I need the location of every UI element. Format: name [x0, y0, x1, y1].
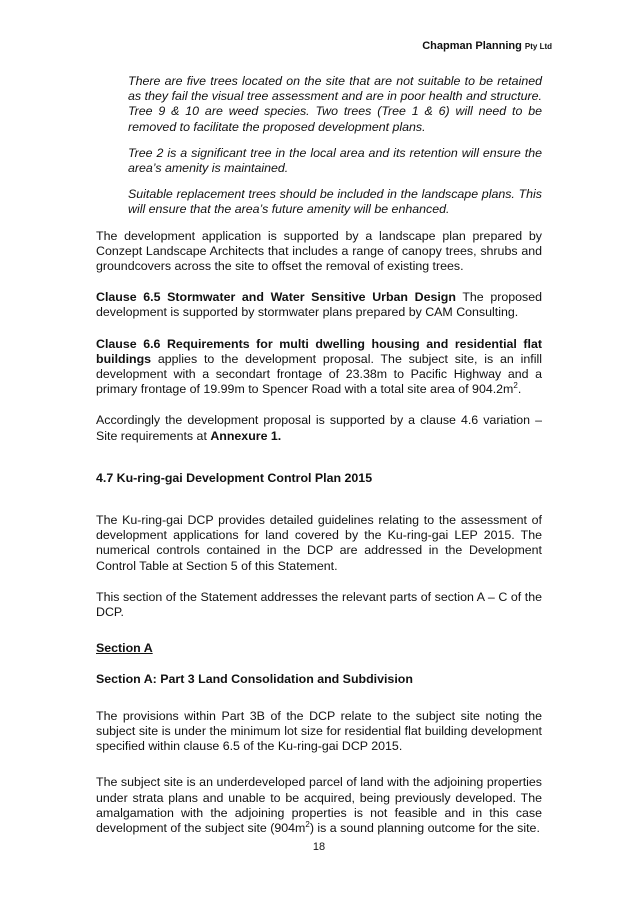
paragraph-landscape: The development application is supported by a landscape plan prepared by Conzept Landscape Architects that includes a range of canopy trees, shrubs and groundcovers across the site to offset the removal of existing trees.	[96, 228, 542, 274]
quote-tree-2: Tree 2 is a significant tree in the local area and its retention will ensure the area’s amenity is maintained.	[128, 145, 542, 176]
subject-site-end: ) is a sound planning outcome for the site.	[309, 820, 540, 835]
clause-6-6-end: .	[517, 382, 522, 397]
heading-4-7: 4.7 Ku-ring-gai Development Control Plan 2015	[96, 470, 373, 485]
superscript: 2	[513, 381, 518, 391]
clause-6-6-heading: Clause 6.6 Requirements for multi dwelling housing and residential flat buildings	[96, 336, 542, 366]
paragraph-section-scope: This section of the Statement addresses the relevant parts of section A – C of the DCP.	[96, 589, 542, 620]
clause-6-5-heading: Clause 6.5 Stormwater and Water Sensitive Urban Design	[96, 290, 456, 305]
subject-site-text: The subject site is an underdeveloped parcel of land with the adjoining properties under strata plans and unable to be acquired, being previously developed. The amalgamation with the adjoining properties is not feasible and in this case development of the subject site (904m	[96, 775, 542, 835]
paragraph-provisions: The provisions within Part 3B of the DCP relate to the subject site noting the subject site is under the minimum lot size for residential flat building development specified within clause 6.5 of the Ku-ring-gai DCP 2015.	[96, 708, 542, 754]
paragraph-subject-site	[96, 775, 542, 836]
superscript: 2	[305, 819, 310, 829]
quote-trees: There are five trees located on the site that are not suitable to be retained as they fail the visual tree assessment and are in poor health and structure. Tree 9 & 10 are weed species. Two trees (Tree 1 & 6) will need to be removed to facilitate the proposed development plans.	[128, 74, 542, 134]
company-name: Chapman Planning	[422, 40, 522, 52]
company-suffix: Pty Ltd	[524, 42, 552, 51]
heading-part-3: Section A: Part 3 Land Consolidation and Subdivision	[96, 672, 413, 687]
paragraph-dcp: The Ku-ring-gai DCP provides detailed guidelines relating to the assessment of development applications for land covered by the Ku-ring-gai LEP 2015. The numerical controls contained in the DCP are addressed in the Development Control Table at Section 5 of this Statement.	[96, 513, 542, 573]
page-number: 18	[312, 841, 326, 853]
page-header	[422, 40, 552, 52]
annexure-ref: Annexure 1.	[210, 428, 282, 443]
quote-replacement: Suitable replacement trees should be included in the landscape plans. This will ensure that the area’s future amenity will be enhanced.	[128, 187, 542, 217]
paragraph-accordingly	[96, 413, 542, 443]
paragraph-clause-6-5	[96, 290, 542, 320]
clause-6-6-text: applies to the development proposal. The subject site, is an infill development with a secondart frontage of 23.38m to Pacific Highway and a primary frontage of 19.99m to Spencer Road with a total site area of 904.2m	[96, 351, 542, 397]
clause-6-5-text: The proposed development is supported by stormwater plans prepared by CAM Consulting.	[96, 290, 542, 320]
heading-section-a: Section A	[96, 641, 153, 656]
page-content	[96, 74, 542, 836]
paragraph-clause-6-6	[96, 337, 542, 398]
accordingly-text: Accordingly the development proposal is supported by a clause 4.6 variation – Site requirements at	[96, 413, 542, 443]
